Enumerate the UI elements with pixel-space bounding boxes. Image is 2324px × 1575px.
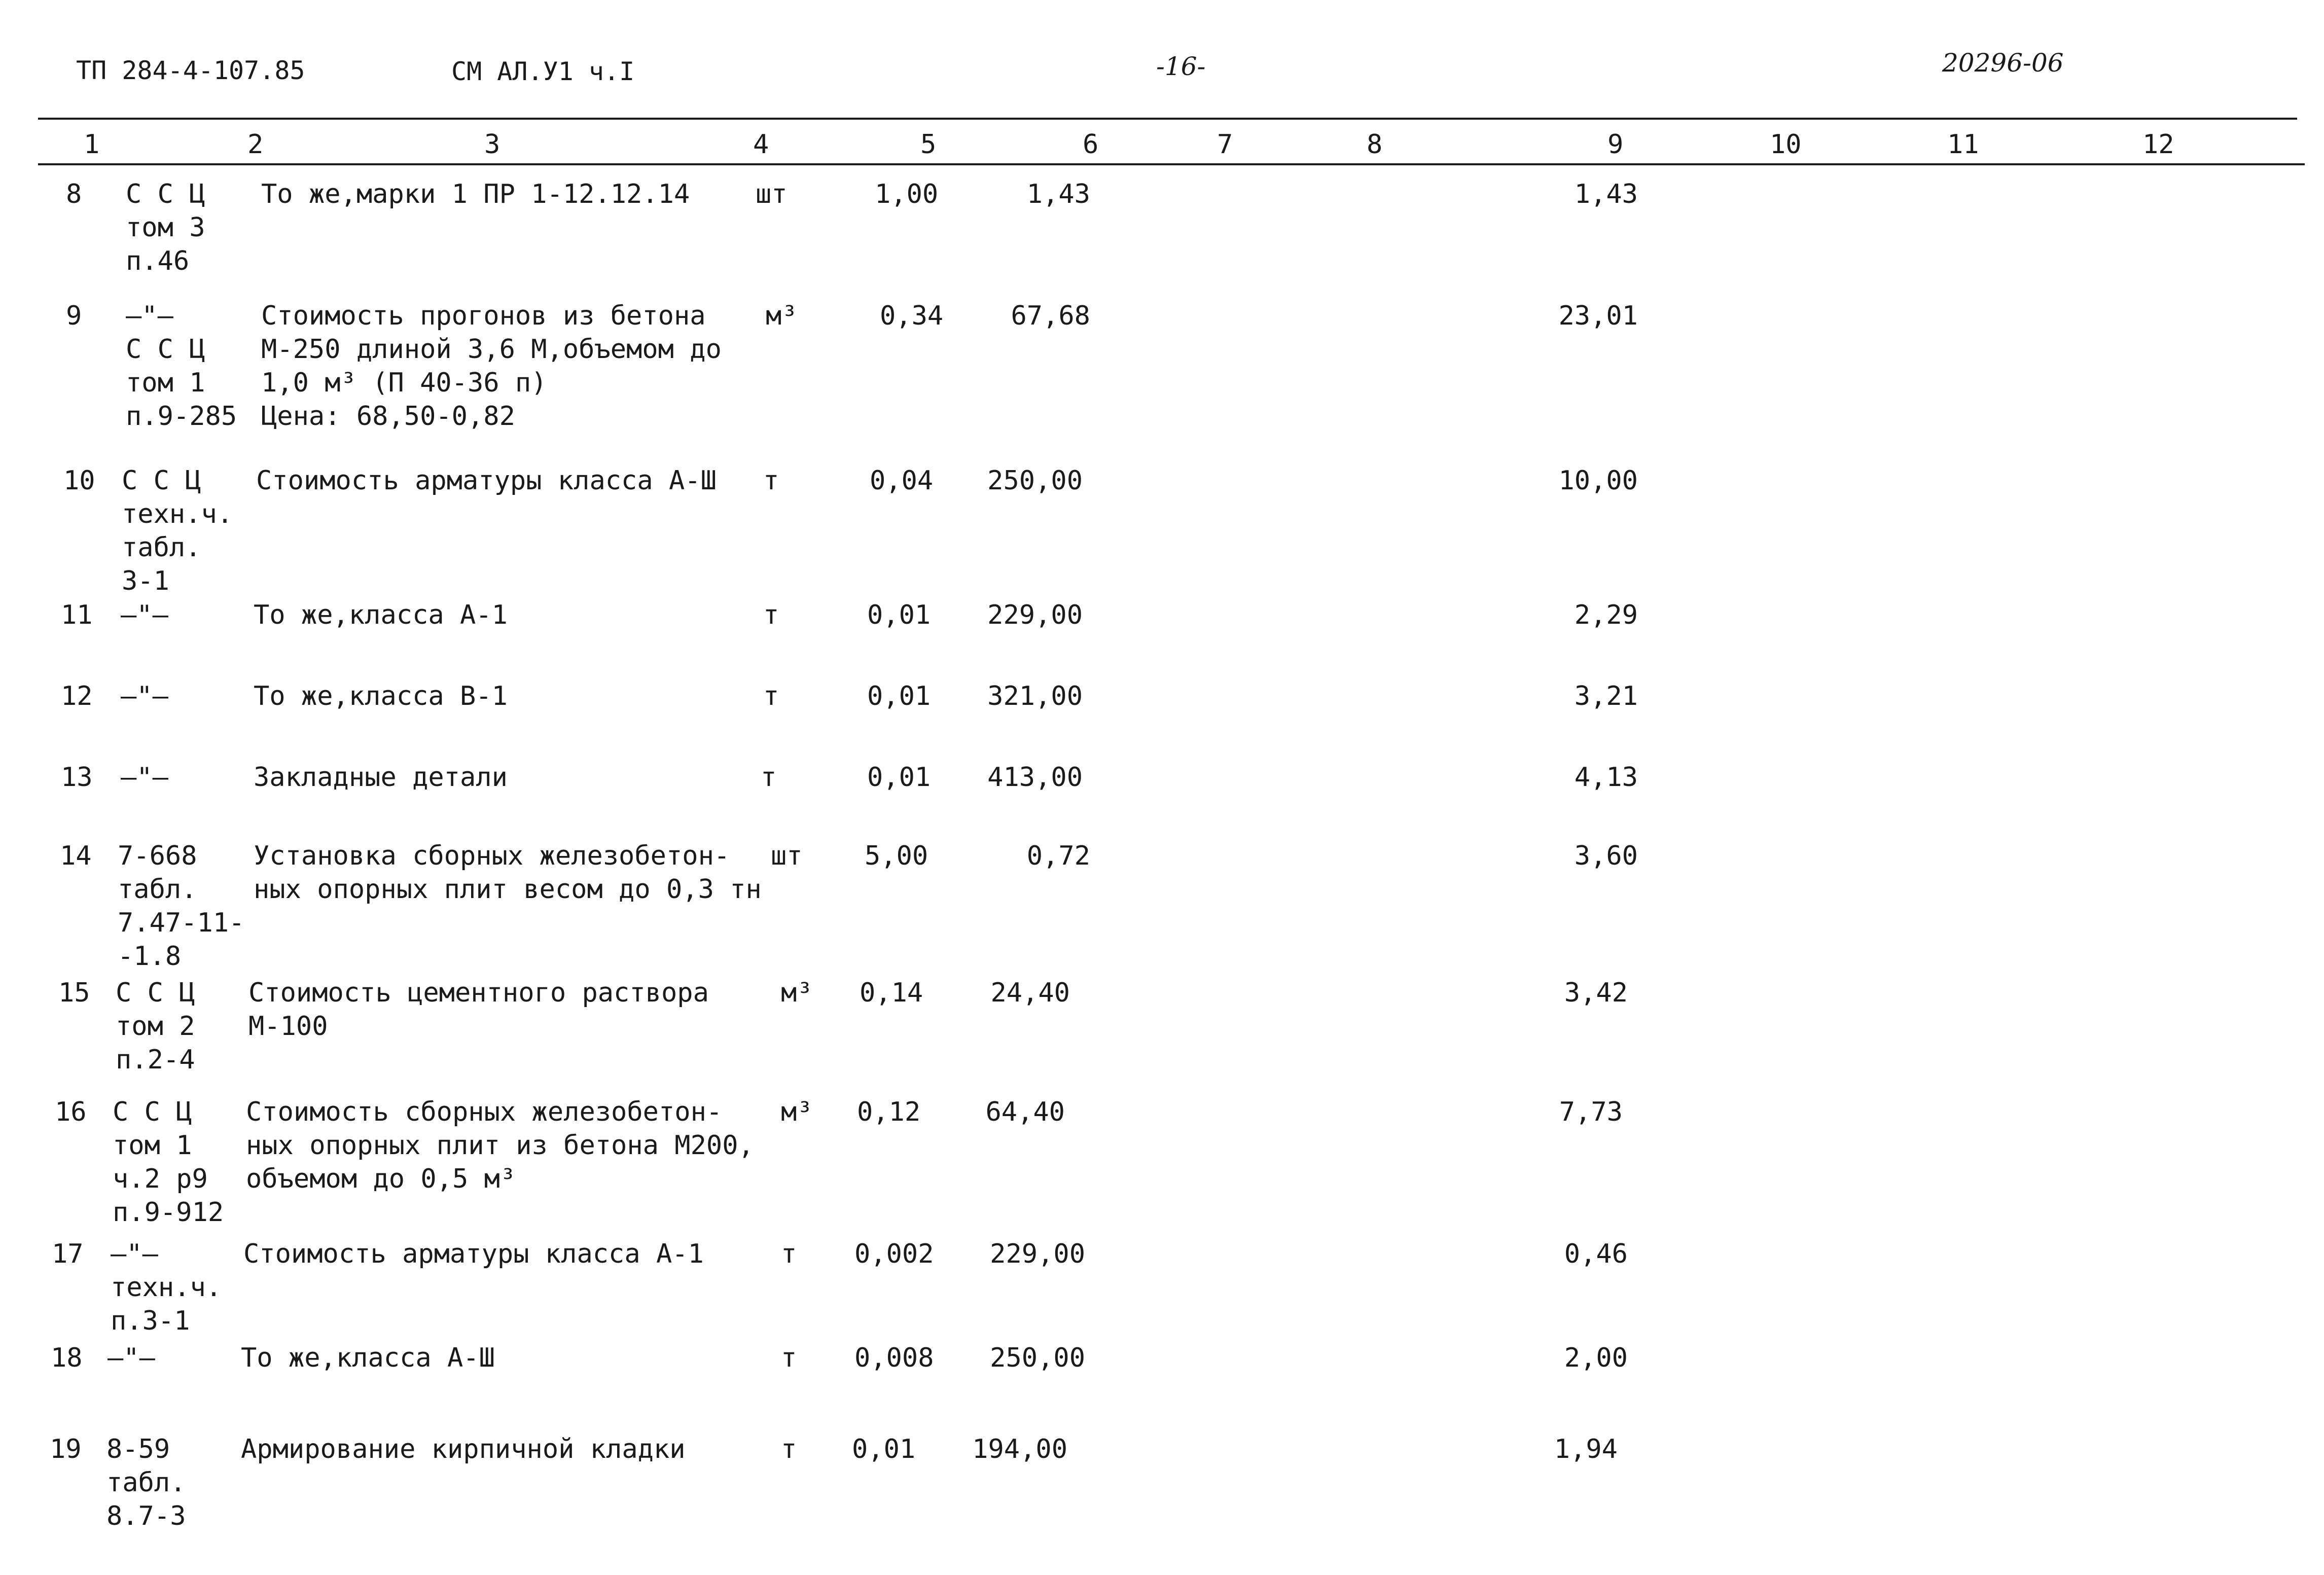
row-total: 1,94 <box>1554 1434 1618 1464</box>
row-description: То же,класса А-1 <box>254 600 508 630</box>
header-rule-top <box>38 118 2297 120</box>
col-header-12: 12 <box>2142 129 2174 160</box>
row-reference: С С Ц том 1 ч.2 р9 п.9-912 <box>113 1097 224 1228</box>
row-unit-price: 413,00 <box>987 762 1083 793</box>
page-number: -16- <box>1156 52 1206 81</box>
row-quantity: 0,002 <box>854 1239 934 1269</box>
row-description: Установка сборных железобетон- ных опорных плит весом до 0,3 тн <box>254 841 762 905</box>
row-description: Стоимость сборных железобетон- ных опорных плит из бетона М200, объемом до 0,5 м³ <box>246 1097 754 1194</box>
row-reference: —"— <box>121 762 168 793</box>
row-unit: м³ <box>766 301 798 331</box>
row-unit: шт <box>771 841 803 871</box>
row-unit: шт <box>756 179 788 209</box>
section-code: СМ АЛ.У1 ч.I <box>451 57 635 86</box>
row-total: 3,42 <box>1564 978 1628 1008</box>
row-unit-price: 229,00 <box>990 1239 1085 1269</box>
row-number: 17 <box>52 1239 84 1269</box>
row-description: Закладные детали <box>254 762 508 793</box>
col-header-5: 5 <box>920 129 937 160</box>
row-number: 12 <box>61 681 93 711</box>
row-unit: т <box>763 681 779 711</box>
col-header-4: 4 <box>753 129 769 160</box>
row-quantity: 0,01 <box>867 762 931 793</box>
row-quantity: 0,12 <box>857 1097 921 1127</box>
project-code: ТП 284-4-107.85 <box>76 56 305 85</box>
row-number: 8 <box>66 179 82 209</box>
row-description: Стоимость цементного раствора М-100 <box>248 978 709 1042</box>
row-unit: т <box>781 1434 797 1464</box>
col-header-2: 2 <box>247 129 264 160</box>
row-unit: т <box>781 1239 797 1269</box>
row-total: 23,01 <box>1558 301 1638 331</box>
row-quantity: 0,01 <box>867 681 931 711</box>
row-total: 2,29 <box>1574 600 1638 630</box>
row-quantity: 0,01 <box>867 600 931 630</box>
row-unit: т <box>761 762 777 793</box>
col-header-7: 7 <box>1217 129 1233 160</box>
row-unit-price: 67,68 <box>1011 301 1090 331</box>
row-reference: 8-59 табл. 8.7-3 <box>106 1434 186 1531</box>
row-unit: т <box>781 1343 797 1373</box>
row-quantity: 0,04 <box>870 466 934 496</box>
row-description: То же,класса А-Ш <box>241 1343 495 1373</box>
row-number: 18 <box>51 1343 83 1373</box>
col-header-6: 6 <box>1083 129 1099 160</box>
row-unit-price: 24,40 <box>990 978 1070 1008</box>
row-number: 14 <box>60 841 92 871</box>
row-unit: м³ <box>781 978 813 1008</box>
row-unit-price: 321,00 <box>987 681 1083 711</box>
col-header-1: 1 <box>84 129 100 160</box>
row-description: Стоимость прогонов из бетона М-250 длиной 3,6 М,объемом до 1,0 м³ (П 40-36 п) Цена: 68,50-0,82 <box>261 301 722 432</box>
row-total: 0,46 <box>1564 1239 1628 1269</box>
row-total: 7,73 <box>1559 1097 1623 1127</box>
row-quantity: 1,00 <box>875 179 939 209</box>
row-unit-price: 229,00 <box>987 600 1083 630</box>
row-reference: С С Ц том 2 п.2-4 <box>116 978 195 1075</box>
row-number: 15 <box>58 978 90 1008</box>
row-number: 10 <box>63 466 95 496</box>
col-header-3: 3 <box>484 129 500 160</box>
row-unit-price: 1,43 <box>1026 179 1090 209</box>
row-description: Стоимость арматуры класса А-Ш <box>256 466 717 496</box>
row-unit-price: 0,72 <box>1026 841 1090 871</box>
row-quantity: 5,00 <box>865 841 928 871</box>
row-reference: —"— <box>121 681 168 711</box>
header-rule-bottom <box>38 163 2305 165</box>
row-quantity: 0,008 <box>854 1343 934 1373</box>
row-total: 4,13 <box>1574 762 1638 793</box>
row-unit: т <box>763 600 779 630</box>
row-reference: С С Ц том 3 п.46 <box>126 179 205 276</box>
row-unit: м³ <box>781 1097 813 1127</box>
row-number: 16 <box>55 1097 87 1127</box>
row-reference: С С Ц техн.ч. табл. 3-1 <box>122 466 233 596</box>
col-header-8: 8 <box>1367 129 1383 160</box>
row-reference: —"— техн.ч. п.3-1 <box>111 1239 222 1336</box>
row-description: То же,класса В-1 <box>254 681 508 711</box>
row-total: 10,00 <box>1558 466 1638 496</box>
row-total: 1,43 <box>1574 179 1638 209</box>
col-header-11: 11 <box>1947 129 1979 160</box>
row-reference: —"— С С Ц том 1 п.9-285 <box>126 301 237 432</box>
col-header-9: 9 <box>1607 129 1624 160</box>
row-description: Стоимость арматуры класса А-1 <box>243 1239 704 1269</box>
row-quantity: 0,14 <box>860 978 923 1008</box>
row-reference: 7-668 табл. 7.47-11- -1.8 <box>118 841 245 972</box>
row-quantity: 0,34 <box>880 301 944 331</box>
row-description: Армирование кирпичной кладки <box>241 1434 686 1464</box>
row-reference: —"— <box>121 600 168 630</box>
row-unit-price: 64,40 <box>985 1097 1065 1127</box>
row-total: 3,60 <box>1574 841 1638 871</box>
row-reference: —"— <box>108 1343 155 1373</box>
doc-number: 20296-06 <box>1942 48 2064 78</box>
row-description: То же,марки 1 ПР 1-12.12.14 <box>261 179 690 209</box>
row-quantity: 0,01 <box>852 1434 916 1464</box>
col-header-10: 10 <box>1770 129 1802 160</box>
row-total: 2,00 <box>1564 1343 1628 1373</box>
row-unit: т <box>763 466 779 496</box>
row-unit-price: 250,00 <box>987 466 1083 496</box>
row-number: 13 <box>61 762 93 793</box>
row-total: 3,21 <box>1574 681 1638 711</box>
row-number: 9 <box>66 301 82 331</box>
row-unit-price: 194,00 <box>972 1434 1067 1464</box>
row-number: 11 <box>61 600 93 630</box>
row-number: 19 <box>50 1434 82 1464</box>
row-unit-price: 250,00 <box>990 1343 1085 1373</box>
